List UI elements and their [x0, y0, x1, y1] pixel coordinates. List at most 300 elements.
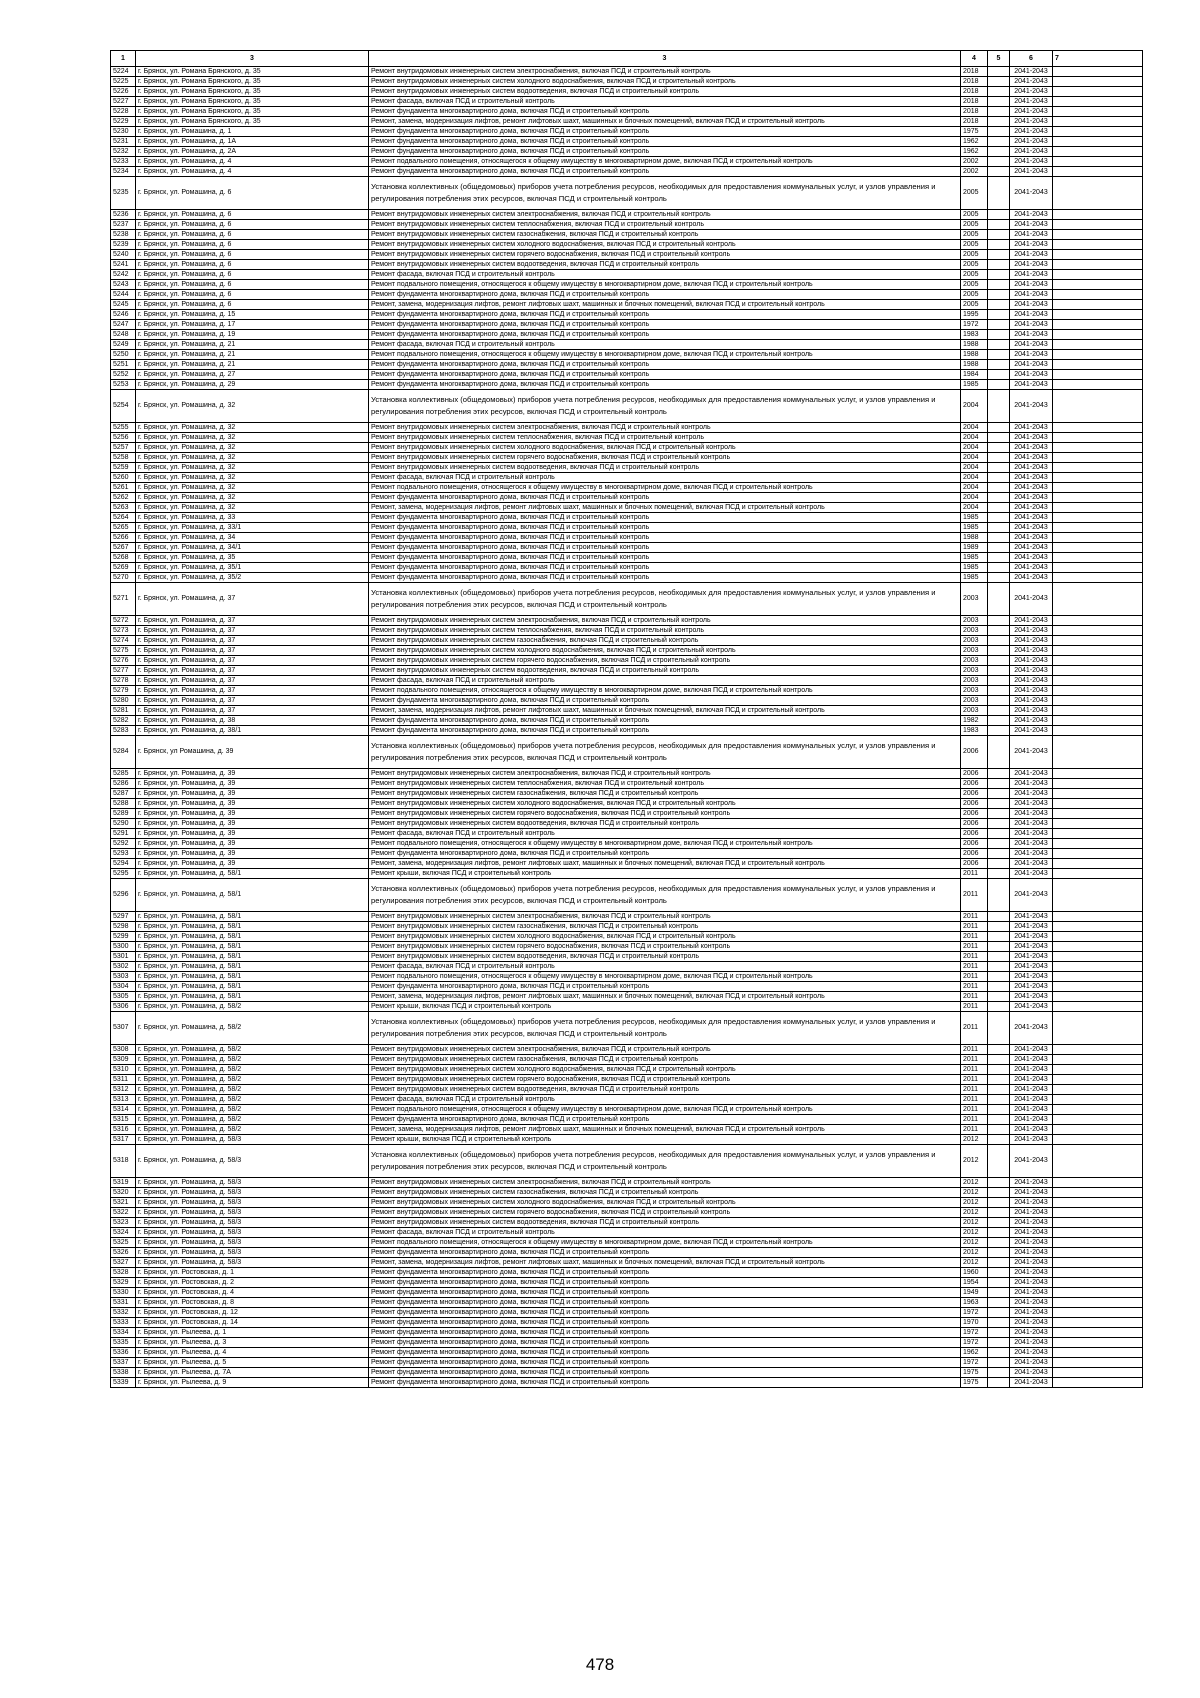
table-row [111, 972, 1143, 982]
row-number: 5240 [111, 250, 136, 260]
table-row [111, 220, 1143, 230]
period-cell: 2041-2043 [1010, 1125, 1053, 1135]
col5-cell [988, 972, 1010, 982]
year-cell: 1985 [961, 563, 988, 573]
year-cell: 2012 [961, 1248, 988, 1258]
col7-cell [1053, 1298, 1143, 1308]
col5-cell [988, 676, 1010, 686]
address-cell: г. Брянск, ул. Ромашина, д. 32 [136, 463, 369, 473]
address-cell: г. Брянск, ул. Ромашина, д. 58/1 [136, 912, 369, 922]
period-cell: 2041-2043 [1010, 1075, 1053, 1085]
year-cell: 2003 [961, 706, 988, 716]
address-cell: г. Брянск, ул. Ромашина, д. 37 [136, 666, 369, 676]
year-cell: 1982 [961, 716, 988, 726]
table-row [111, 1178, 1143, 1188]
table-row [111, 676, 1143, 686]
year-cell: 2004 [961, 453, 988, 463]
col7-cell [1053, 1105, 1143, 1115]
table-row [111, 230, 1143, 240]
col5-cell [988, 1075, 1010, 1085]
work-type-cell: Ремонт, замена, модернизация лифтов, ремонт лифтовых шахт, машинных и блочных помещений, включая ПСД и строительный контроль [369, 992, 961, 1002]
header-cell: 5 [988, 51, 1010, 67]
address-cell: г. Брянск, ул. Ромашина, д. 38/1 [136, 726, 369, 736]
col5-cell [988, 829, 1010, 839]
year-cell: 2018 [961, 97, 988, 107]
period-cell: 2041-2043 [1010, 982, 1053, 992]
period-cell: 2041-2043 [1010, 463, 1053, 473]
col5-cell [988, 1228, 1010, 1238]
row-number: 5234 [111, 167, 136, 177]
period-cell: 2041-2043 [1010, 1378, 1053, 1388]
row-number: 5310 [111, 1065, 136, 1075]
work-type-cell: Ремонт подвального помещения, относящегося к общему имуществу в многоквартирном доме, включая ПСД и строительный контроль [369, 972, 961, 982]
work-type-cell: Ремонт внутридомовых инженерных систем горячего водоснабжения, включая ПСД и строительный контроль [369, 942, 961, 952]
table-row [111, 726, 1143, 736]
table-row [111, 1145, 1143, 1178]
col5-cell [988, 1115, 1010, 1125]
address-cell: г. Брянск, ул. Ромашина, д. 39 [136, 849, 369, 859]
col7-cell [1053, 992, 1143, 1002]
table-row [111, 77, 1143, 87]
col5-cell [988, 310, 1010, 320]
table-header [111, 51, 1143, 67]
row-number: 5229 [111, 117, 136, 127]
table-row [111, 1338, 1143, 1348]
period-cell: 2041-2043 [1010, 1045, 1053, 1055]
col7-cell [1053, 829, 1143, 839]
table-row [111, 573, 1143, 583]
table-row [111, 270, 1143, 280]
year-cell: 2005 [961, 230, 988, 240]
col5-cell [988, 240, 1010, 250]
col7-cell [1053, 879, 1143, 912]
period-cell: 2041-2043 [1010, 942, 1053, 952]
col5-cell [988, 97, 1010, 107]
col5-cell [988, 1045, 1010, 1055]
work-type-cell: Ремонт фундамента многоквартирного дома, включая ПСД и строительный контроль [369, 127, 961, 137]
table-row [111, 390, 1143, 423]
table-row [111, 280, 1143, 290]
address-cell: г. Брянск, ул. Ромашина, д. 32 [136, 443, 369, 453]
work-type-cell: Ремонт фундамента многоквартирного дома, включая ПСД и строительный контроль [369, 1358, 961, 1368]
address-cell: г. Брянск, ул. Ромашина, д. 58/3 [136, 1145, 369, 1178]
address-cell: г. Брянск, ул. Ромашина, д. 37 [136, 686, 369, 696]
year-cell: 1988 [961, 340, 988, 350]
work-type-cell: Ремонт внутридомовых инженерных систем водоотведения, включая ПСД и строительный контроль [369, 260, 961, 270]
col5-cell [988, 706, 1010, 716]
row-number: 5295 [111, 869, 136, 879]
table-row [111, 686, 1143, 696]
period-cell: 2041-2043 [1010, 320, 1053, 330]
table-row [111, 932, 1143, 942]
row-number: 5236 [111, 210, 136, 220]
table-row [111, 942, 1143, 952]
col7-cell [1053, 177, 1143, 210]
address-cell: г. Брянск, ул. Ромашина, д. 21 [136, 340, 369, 350]
period-cell: 2041-2043 [1010, 922, 1053, 932]
table-row [111, 1368, 1143, 1378]
row-number: 5318 [111, 1145, 136, 1178]
address-cell: г. Брянск, ул. Ромашина, д. 58/1 [136, 972, 369, 982]
year-cell: 2012 [961, 1238, 988, 1248]
table-row [111, 779, 1143, 789]
address-cell: г. Брянск, ул. Ромашина, д. 58/2 [136, 1095, 369, 1105]
table-row [111, 1298, 1143, 1308]
row-number: 5317 [111, 1135, 136, 1145]
col7-cell [1053, 1065, 1143, 1075]
period-cell: 2041-2043 [1010, 1002, 1053, 1012]
year-cell: 2005 [961, 280, 988, 290]
address-cell: г. Брянск, ул. Ромашина, д. 21 [136, 350, 369, 360]
row-number: 5246 [111, 310, 136, 320]
address-cell: г. Брянск, ул. Ромашина, д. 29 [136, 380, 369, 390]
col7-cell [1053, 716, 1143, 726]
row-number: 5332 [111, 1308, 136, 1318]
period-cell: 2041-2043 [1010, 127, 1053, 137]
row-number: 5257 [111, 443, 136, 453]
table-row [111, 1288, 1143, 1298]
year-cell: 1972 [961, 1308, 988, 1318]
row-number: 5245 [111, 300, 136, 310]
year-cell: 2011 [961, 992, 988, 1002]
period-cell: 2041-2043 [1010, 1145, 1053, 1178]
row-number: 5249 [111, 340, 136, 350]
address-cell: г. Брянск, ул. Романа Брянского, д. 35 [136, 117, 369, 127]
year-cell: 2012 [961, 1208, 988, 1218]
col5-cell [988, 453, 1010, 463]
header-cell: 1 [111, 51, 136, 67]
row-number: 5228 [111, 107, 136, 117]
col7-cell [1053, 1045, 1143, 1055]
table-row [111, 380, 1143, 390]
col7-cell [1053, 726, 1143, 736]
table-row [111, 260, 1143, 270]
work-type-cell: Установка коллективных (общедомовых) приборов учета потребления ресурсов, необходимых для предоставления коммунальных услуг, и узлов управления и регулирования потребления этих ресурсов, включая ПСД и строительный контроль [369, 736, 961, 769]
year-cell: 1988 [961, 350, 988, 360]
period-cell: 2041-2043 [1010, 819, 1053, 829]
address-cell: г. Брянск, ул. Ромашина, д. 58/1 [136, 869, 369, 879]
work-type-cell: Ремонт фундамента многоквартирного дома, включая ПСД и строительный контроль [369, 320, 961, 330]
table-row [111, 320, 1143, 330]
period-cell: 2041-2043 [1010, 503, 1053, 513]
row-number: 5232 [111, 147, 136, 157]
table-row [111, 879, 1143, 912]
col7-cell [1053, 493, 1143, 503]
period-cell: 2041-2043 [1010, 1368, 1053, 1378]
col5-cell [988, 1085, 1010, 1095]
period-cell: 2041-2043 [1010, 1085, 1053, 1095]
row-number: 5326 [111, 1248, 136, 1258]
year-cell: 2012 [961, 1198, 988, 1208]
col5-cell [988, 390, 1010, 423]
period-cell: 2041-2043 [1010, 1248, 1053, 1258]
address-cell: г. Брянск, ул. Ромашина, д. 58/2 [136, 1085, 369, 1095]
row-number: 5267 [111, 543, 136, 553]
year-cell: 2011 [961, 972, 988, 982]
work-type-cell: Ремонт фундамента многоквартирного дома, включая ПСД и строительный контроль [369, 1298, 961, 1308]
work-type-cell: Ремонт внутридомовых инженерных систем газоснабжения, включая ПСД и строительный контроль [369, 789, 961, 799]
row-number: 5264 [111, 513, 136, 523]
year-cell: 2003 [961, 616, 988, 626]
table-row [111, 1085, 1143, 1095]
col5-cell [988, 330, 1010, 340]
row-number: 5251 [111, 360, 136, 370]
col5-cell [988, 932, 1010, 942]
work-type-cell: Ремонт фундамента многоквартирного дома, включая ПСД и строительный контроль [369, 1378, 961, 1388]
address-cell: г. Брянск, ул. Ромашина, д. 32 [136, 390, 369, 423]
row-number: 5273 [111, 626, 136, 636]
col5-cell [988, 87, 1010, 97]
work-type-cell: Ремонт внутридомовых инженерных систем водоотведения, включая ПСД и строительный контроль [369, 1218, 961, 1228]
col7-cell [1053, 769, 1143, 779]
period-cell: 2041-2043 [1010, 147, 1053, 157]
year-cell: 2011 [961, 1002, 988, 1012]
col5-cell [988, 1095, 1010, 1105]
col7-cell [1053, 849, 1143, 859]
col7-cell [1053, 819, 1143, 829]
table-row [111, 453, 1143, 463]
table-row [111, 1115, 1143, 1125]
table-row [111, 992, 1143, 1002]
year-cell: 2012 [961, 1135, 988, 1145]
table-row [111, 370, 1143, 380]
period-cell: 2041-2043 [1010, 453, 1053, 463]
period-cell: 2041-2043 [1010, 280, 1053, 290]
period-cell: 2041-2043 [1010, 573, 1053, 583]
period-cell: 2041-2043 [1010, 1065, 1053, 1075]
col5-cell [988, 230, 1010, 240]
address-cell: г. Брянск, ул. Ромашина, д. 39 [136, 839, 369, 849]
col7-cell [1053, 533, 1143, 543]
address-cell: г. Брянск, ул. Ромашина, д. 33/1 [136, 523, 369, 533]
row-number: 5260 [111, 473, 136, 483]
period-cell: 2041-2043 [1010, 583, 1053, 616]
col5-cell [988, 1218, 1010, 1228]
row-number: 5292 [111, 839, 136, 849]
year-cell: 2011 [961, 1105, 988, 1115]
table-row [111, 513, 1143, 523]
row-number: 5323 [111, 1218, 136, 1228]
work-type-cell: Установка коллективных (общедомовых) приборов учета потребления ресурсов, необходимых для предоставления коммунальных услуг, и узлов управления и регулирования потребления этих ресурсов, включая ПСД и строительный контроль [369, 1012, 961, 1045]
year-cell: 2005 [961, 270, 988, 280]
col5-cell [988, 789, 1010, 799]
year-cell: 1985 [961, 553, 988, 563]
table-row [111, 1358, 1143, 1368]
work-type-cell: Ремонт подвального помещения, относящегося к общему имуществу в многоквартирном доме, включая ПСД и строительный контроль [369, 157, 961, 167]
row-number: 5304 [111, 982, 136, 992]
address-cell: г. Брянск, ул. Ростовская, д. 12 [136, 1308, 369, 1318]
col7-cell [1053, 1198, 1143, 1208]
work-type-cell: Ремонт внутридомовых инженерных систем электроснабжения, включая ПСД и строительный контроль [369, 423, 961, 433]
year-cell: 2011 [961, 1065, 988, 1075]
year-cell: 2003 [961, 583, 988, 616]
col5-cell [988, 1125, 1010, 1135]
work-type-cell: Ремонт фундамента многоквартирного дома, включая ПСД и строительный контроль [369, 1308, 961, 1318]
address-cell: г. Брянск, ул. Рылеева, д. 1 [136, 1328, 369, 1338]
header-cell: 6 [1010, 51, 1053, 67]
period-cell: 2041-2043 [1010, 1198, 1053, 1208]
work-type-cell: Ремонт фундамента многоквартирного дома, включая ПСД и строительный контроль [369, 107, 961, 117]
col7-cell [1053, 77, 1143, 87]
table-row [111, 616, 1143, 626]
year-cell: 2003 [961, 666, 988, 676]
address-cell: г. Брянск, ул. Ромашина, д. 58/2 [136, 1002, 369, 1012]
address-cell: г. Брянск, ул. Ромашина, д. 58/3 [136, 1258, 369, 1268]
col7-cell [1053, 1248, 1143, 1258]
col7-cell [1053, 1358, 1143, 1368]
row-number: 5262 [111, 493, 136, 503]
table-row [111, 656, 1143, 666]
address-cell: г. Брянск, ул. Романа Брянского, д. 35 [136, 87, 369, 97]
table-row [111, 523, 1143, 533]
work-type-cell: Ремонт фундамента многоквартирного дома, включая ПСД и строительный контроль [369, 137, 961, 147]
col5-cell [988, 1378, 1010, 1388]
table-row [111, 736, 1143, 769]
year-cell: 1988 [961, 533, 988, 543]
col7-cell [1053, 779, 1143, 789]
row-number: 5302 [111, 962, 136, 972]
col7-cell [1053, 300, 1143, 310]
work-type-cell: Ремонт, замена, модернизация лифтов, ремонт лифтовых шахт, машинных и блочных помещений, включая ПСД и строительный контроль [369, 300, 961, 310]
period-cell: 2041-2043 [1010, 1055, 1053, 1065]
header-cell: 4 [961, 51, 988, 67]
col7-cell [1053, 360, 1143, 370]
col5-cell [988, 1358, 1010, 1368]
work-type-cell: Ремонт подвального помещения, относящегося к общему имуществу в многоквартирном доме, включая ПСД и строительный контроль [369, 1238, 961, 1248]
period-cell: 2041-2043 [1010, 270, 1053, 280]
work-type-cell: Ремонт внутридомовых инженерных систем электроснабжения, включая ПСД и строительный контроль [369, 769, 961, 779]
period-cell: 2041-2043 [1010, 636, 1053, 646]
year-cell: 2003 [961, 636, 988, 646]
col5-cell [988, 1198, 1010, 1208]
work-type-cell: Ремонт фундамента многоквартирного дома, включая ПСД и строительный контроль [369, 1278, 961, 1288]
address-cell: г. Брянск, ул. Ромашина, д. 58/1 [136, 942, 369, 952]
header-cell: 3 [369, 51, 961, 67]
year-cell: 2004 [961, 503, 988, 513]
address-cell: г. Брянск, ул. Ромашина, д. 37 [136, 626, 369, 636]
address-cell: г. Брянск, ул. Рылеева, д. 7А [136, 1368, 369, 1378]
col5-cell [988, 260, 1010, 270]
table-row [111, 553, 1143, 563]
year-cell: 2011 [961, 869, 988, 879]
period-cell: 2041-2043 [1010, 626, 1053, 636]
row-number: 5336 [111, 1348, 136, 1358]
period-cell: 2041-2043 [1010, 1218, 1053, 1228]
address-cell: г. Брянск, ул. Ромашина, д. 32 [136, 423, 369, 433]
col7-cell [1053, 453, 1143, 463]
row-number: 5248 [111, 330, 136, 340]
address-cell: г. Брянск, ул. Ромашина, д. 17 [136, 320, 369, 330]
address-cell: г. Брянск, ул. Ромашина, д. 32 [136, 503, 369, 513]
address-cell: г. Брянск, ул. Романа Брянского, д. 35 [136, 107, 369, 117]
year-cell: 2002 [961, 167, 988, 177]
year-cell: 1960 [961, 1268, 988, 1278]
period-cell: 2041-2043 [1010, 553, 1053, 563]
year-cell: 1954 [961, 1278, 988, 1288]
period-cell: 2041-2043 [1010, 879, 1053, 912]
col5-cell [988, 1178, 1010, 1188]
year-cell: 2011 [961, 982, 988, 992]
table-row [111, 859, 1143, 869]
table-row [111, 583, 1143, 616]
period-cell: 2041-2043 [1010, 350, 1053, 360]
col5-cell [988, 107, 1010, 117]
col5-cell [988, 879, 1010, 912]
row-number: 5254 [111, 390, 136, 423]
address-cell: г. Брянск, ул. Рылеева, д. 9 [136, 1378, 369, 1388]
row-number: 5233 [111, 157, 136, 167]
table-row [111, 473, 1143, 483]
col5-cell [988, 573, 1010, 583]
col5-cell [988, 360, 1010, 370]
col5-cell [988, 779, 1010, 789]
address-cell: г. Брянск, ул. Ромашина, д. 4 [136, 157, 369, 167]
col5-cell [988, 1145, 1010, 1178]
row-number: 5283 [111, 726, 136, 736]
work-type-cell: Ремонт фундамента многоквартирного дома, включая ПСД и строительный контроль [369, 1368, 961, 1378]
row-number: 5338 [111, 1368, 136, 1378]
row-number: 5329 [111, 1278, 136, 1288]
table-row [111, 350, 1143, 360]
row-number: 5226 [111, 87, 136, 97]
work-type-cell: Ремонт фундамента многоквартирного дома, включая ПСД и строительный контроль [369, 523, 961, 533]
col5-cell [988, 1248, 1010, 1258]
address-cell: г. Брянск, ул. Ромашина, д. 58/3 [136, 1248, 369, 1258]
work-type-cell: Ремонт фасада, включая ПСД и строительный контроль [369, 676, 961, 686]
year-cell: 2005 [961, 300, 988, 310]
table-row [111, 117, 1143, 127]
period-cell: 2041-2043 [1010, 107, 1053, 117]
table-row [111, 1328, 1143, 1338]
header-cell: 7 [1053, 51, 1143, 67]
col5-cell [988, 320, 1010, 330]
row-number: 5263 [111, 503, 136, 513]
period-cell: 2041-2043 [1010, 1298, 1053, 1308]
table-row [111, 912, 1143, 922]
col7-cell [1053, 1055, 1143, 1065]
row-number: 5313 [111, 1095, 136, 1105]
table-row [111, 483, 1143, 493]
period-cell: 2041-2043 [1010, 87, 1053, 97]
work-type-cell: Ремонт внутридомовых инженерных систем теплоснабжения, включая ПСД и строительный контроль [369, 220, 961, 230]
year-cell: 2003 [961, 626, 988, 636]
period-cell: 2041-2043 [1010, 716, 1053, 726]
col5-cell [988, 380, 1010, 390]
col7-cell [1053, 117, 1143, 127]
year-cell: 2011 [961, 1012, 988, 1045]
period-cell: 2041-2043 [1010, 390, 1053, 423]
row-number: 5227 [111, 97, 136, 107]
row-number: 5312 [111, 1085, 136, 1095]
address-cell: г. Брянск, ул. Ромашина, д. 39 [136, 859, 369, 869]
col5-cell [988, 553, 1010, 563]
col5-cell [988, 147, 1010, 157]
table-row [111, 1268, 1143, 1278]
year-cell: 2011 [961, 912, 988, 922]
address-cell: г. Брянск, ул. Ромашина, д. 33 [136, 513, 369, 523]
period-cell: 2041-2043 [1010, 789, 1053, 799]
col7-cell [1053, 1135, 1143, 1145]
table-row [111, 1055, 1143, 1065]
col7-cell [1053, 932, 1143, 942]
work-type-cell: Ремонт внутридомовых инженерных систем водоотведения, включая ПСД и строительный контроль [369, 819, 961, 829]
address-cell: г. Брянск, ул. Ромашина, д. 58/3 [136, 1208, 369, 1218]
row-number: 5290 [111, 819, 136, 829]
address-cell: г. Брянск, ул. Ромашина, д. 58/1 [136, 922, 369, 932]
table-row [111, 1208, 1143, 1218]
year-cell: 2006 [961, 736, 988, 769]
row-number: 5280 [111, 696, 136, 706]
